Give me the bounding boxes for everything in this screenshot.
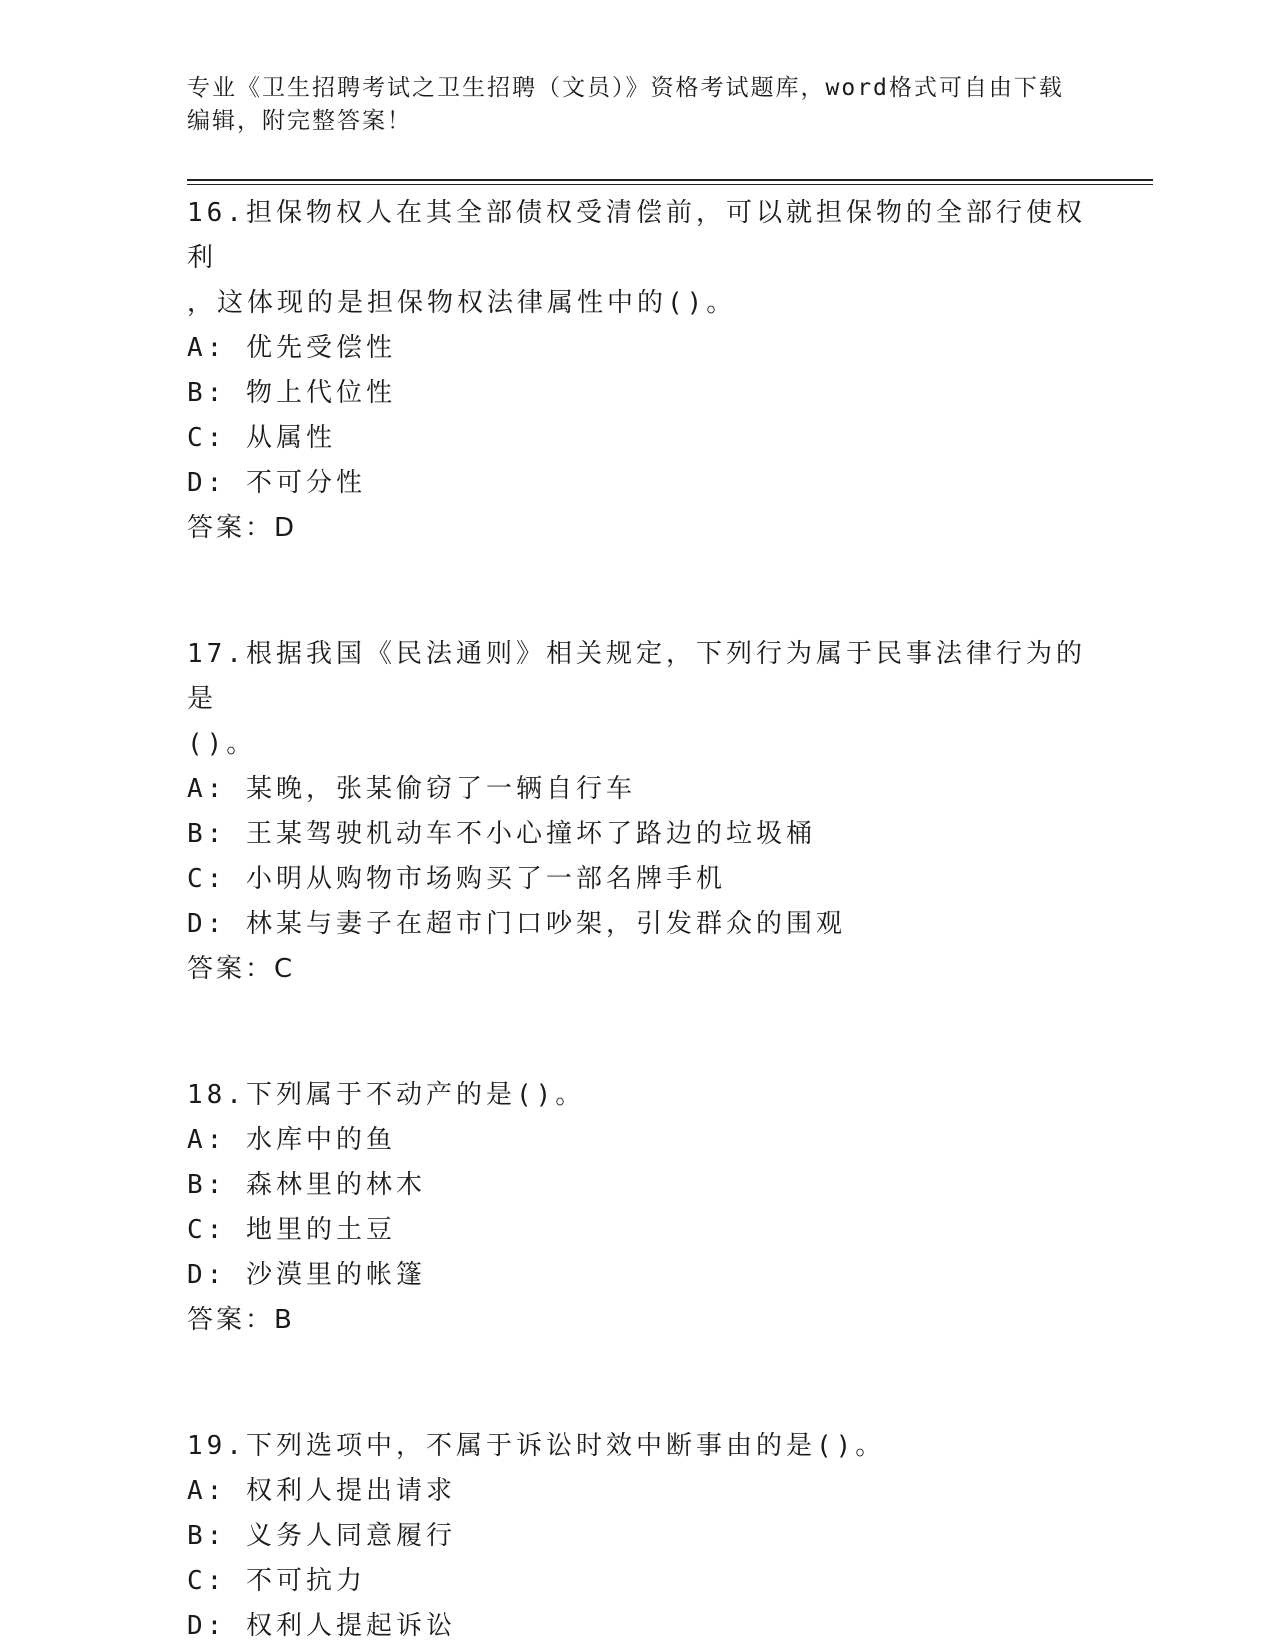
header-line-2: 编辑，附完整答案！	[187, 108, 412, 134]
option-b: B: 王某驾驶机动车不小心撞坏了路边的垃圾桶	[187, 819, 816, 849]
question-stem	[187, 628, 1087, 767]
option-d: D: 权利人提起诉讼	[187, 1611, 456, 1641]
question-stem-line-1: 19.下列选项中，不属于诉讼时效中断事由的是()。	[187, 1431, 886, 1461]
option-c: C: 从属性	[187, 423, 336, 453]
option-d: D: 沙漠里的帐篷	[187, 1260, 426, 1290]
option-b: B: 森林里的林木	[187, 1170, 426, 1200]
option-c: C: 地里的土豆	[187, 1215, 396, 1245]
answer: 答案：D	[187, 513, 298, 543]
question-stem-line-2: ()。	[187, 729, 257, 759]
question-stem	[187, 1069, 1087, 1118]
question-stem-line-1: 16.担保物权人在其全部债权受清偿前，可以就担保物的全部行使权利	[187, 198, 1086, 273]
question-stem	[187, 1420, 1087, 1469]
answer: 答案：B	[187, 1305, 295, 1335]
option-d: D: 林某与妻子在超市门口吵架，引发群众的围观	[187, 909, 846, 939]
header-line-1: 专业《卫生招聘考试之卫生招聘（文员）》资格考试题库，word格式可自由下载	[187, 75, 1064, 101]
option-a: A: 水库中的鱼	[187, 1125, 396, 1155]
header-divider-thick	[187, 179, 1153, 181]
spacer	[187, 551, 1087, 628]
question-stem	[187, 187, 1087, 326]
question-list	[187, 187, 1087, 1649]
option-a: A: 权利人提出请求	[187, 1476, 456, 1506]
spacer	[187, 992, 1087, 1069]
answer: 答案：C	[187, 954, 296, 984]
option-a: A: 某晚，张某偷窃了一辆自行车	[187, 774, 636, 804]
header-divider-thin	[187, 184, 1153, 185]
question-18	[187, 1069, 1087, 1343]
document-header	[187, 72, 1087, 138]
question-stem-line-1: 18.下列属于不动产的是()。	[187, 1080, 586, 1110]
option-d: D: 不可分性	[187, 468, 366, 498]
option-c: C: 不可抗力	[187, 1566, 366, 1596]
option-c: C: 小明从购物市场购买了一部名牌手机	[187, 864, 726, 894]
option-a: A: 优先受偿性	[187, 333, 396, 363]
option-b: B: 义务人同意履行	[187, 1521, 456, 1551]
question-stem-line-1: 17.根据我国《民法通则》相关规定，下列行为属于民事法律行为的是	[187, 639, 1086, 714]
question-stem-line-2: ，这体现的是担保物权法律属性中的()。	[187, 288, 737, 318]
question-19	[187, 1420, 1087, 1649]
question-16	[187, 187, 1087, 551]
question-17	[187, 628, 1087, 992]
spacer	[187, 1343, 1087, 1420]
option-b: B: 物上代位性	[187, 378, 396, 408]
